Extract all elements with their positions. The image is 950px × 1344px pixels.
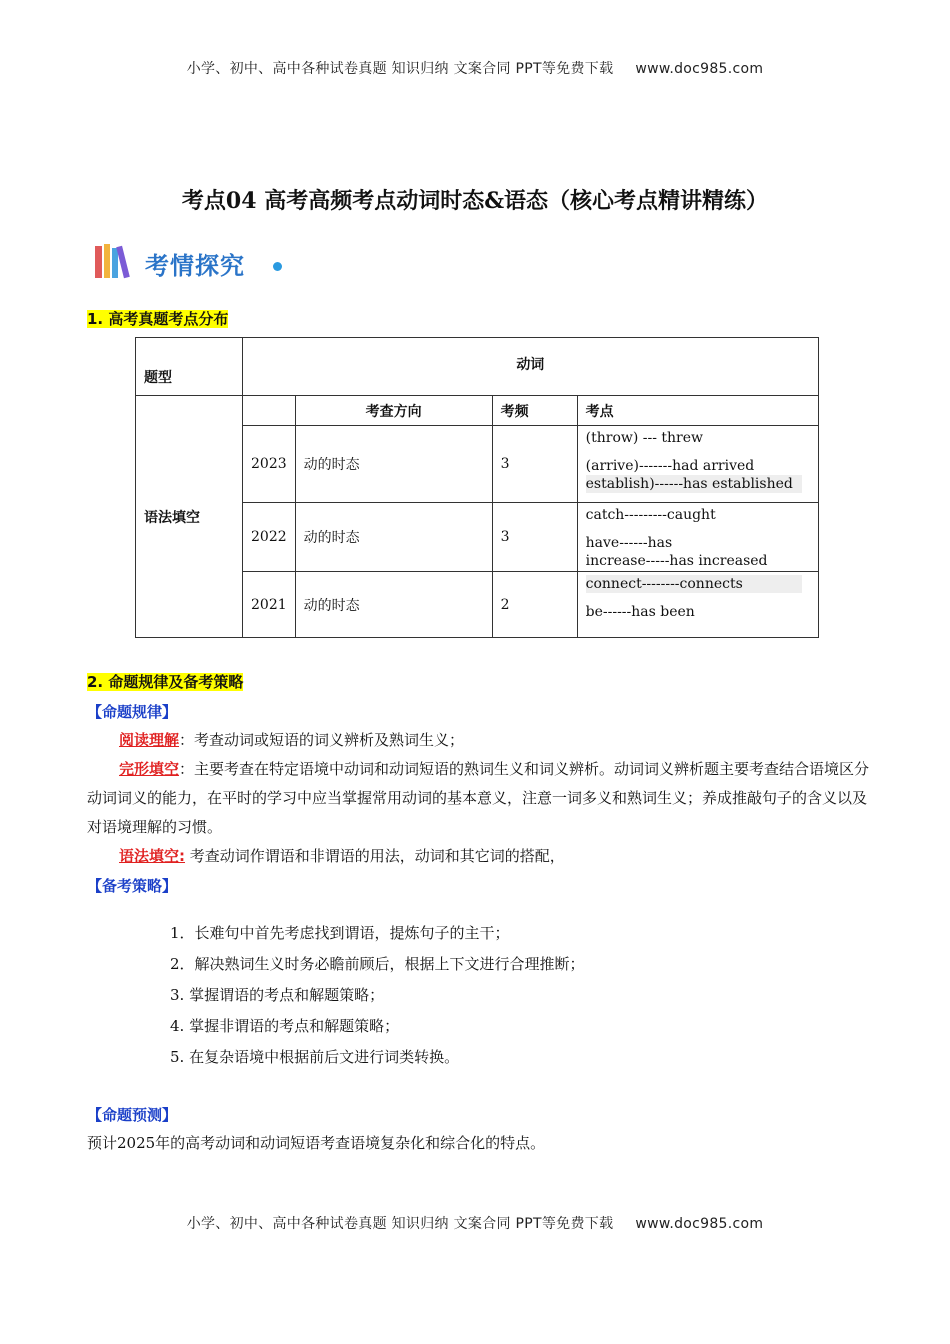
point-item: (arrive)-------had arrived bbox=[585, 458, 755, 474]
header-url[interactable]: www.doc985.com bbox=[635, 61, 764, 77]
strategy-heading: 【备考策略】 bbox=[87, 877, 178, 895]
strategy-list bbox=[170, 918, 585, 1073]
list-item: 2．解决熟词生义时务必瞻前顾后，根据上下文进行合理推断； bbox=[170, 955, 585, 973]
reading-text: ：考查动词或短语的词义辨析及熟词生义； bbox=[179, 731, 465, 749]
banner-label: 考情探究 bbox=[145, 252, 245, 280]
points-header: 考点 bbox=[577, 396, 818, 426]
list-item: 5. 在复杂语境中根据前后文进行词类转换。 bbox=[170, 1048, 460, 1066]
grammar-text: 考查动词作谓语和非谓语的用法，动词和其它词的搭配， bbox=[185, 847, 565, 865]
page-footer bbox=[0, 1213, 950, 1233]
point-item: increase-----has increased bbox=[585, 553, 768, 569]
cloze-text: ：主要考查在特定语境中动词和动词短语的熟词生义和词义辨析。动词词义辨析题主要考查结合语境区分动词词义的能力，在平时的学习中应当掌握常用动词的基本意义，注意一词多义和熟词生义；养成推敲句子的含义以及对语境理解的习惯。 bbox=[87, 760, 870, 836]
col-category-header: 动词 bbox=[243, 338, 819, 396]
direction-cell: 动的时态 bbox=[295, 572, 492, 638]
section1-heading: 1. 高考真题考点分布 bbox=[87, 310, 229, 328]
point-item: (throw) --- threw bbox=[585, 430, 704, 446]
cloze-paragraph bbox=[87, 755, 877, 842]
point-item: be------has been bbox=[585, 604, 695, 620]
grammar-paragraph bbox=[87, 842, 877, 871]
row-type-cell: 语法填空 bbox=[136, 396, 243, 638]
direction-cell: 动的时态 bbox=[295, 503, 492, 572]
list-item: 3. 掌握谓语的考点和解题策略； bbox=[170, 986, 385, 1004]
reading-paragraph bbox=[87, 726, 877, 755]
cloze-label: 完形填空 bbox=[119, 760, 180, 778]
list-item: 4. 掌握非谓语的考点和解题策略； bbox=[170, 1017, 400, 1035]
header-text: 小学、初中、高中各种试卷真题 知识归纳 文案合同 PPT等免费下载 bbox=[186, 61, 614, 77]
page-header bbox=[0, 58, 950, 78]
grammar-label: 语法填空: bbox=[119, 847, 185, 865]
section2-heading: 2. 命题规律及备考策略 bbox=[87, 673, 244, 691]
point-item: catch---------caught bbox=[585, 507, 716, 523]
points-cell bbox=[577, 426, 818, 503]
year-cell: 2023 bbox=[243, 426, 296, 503]
exam-distribution-table bbox=[135, 337, 819, 638]
year-cell: 2022 bbox=[243, 503, 296, 572]
rules-heading: 【命题规律】 bbox=[87, 703, 178, 721]
point-item: have------has bbox=[585, 535, 673, 551]
freq-header: 考频 bbox=[492, 396, 577, 426]
books-icon bbox=[93, 242, 133, 280]
freq-cell: 3 bbox=[492, 426, 577, 503]
point-item: connect--------connects bbox=[586, 575, 802, 593]
freq-cell: 2 bbox=[492, 572, 577, 638]
forecast-text: 预计2025年的高考动词和动词短语考查语境复杂化和综合化的特点。 bbox=[87, 1134, 546, 1152]
banner-dot bbox=[273, 262, 282, 271]
reading-label: 阅读理解 bbox=[119, 731, 180, 749]
blank-subheader bbox=[243, 396, 296, 426]
page-title: 考点04 高考高频考点动词时态&语态（核心考点精讲精练） bbox=[181, 188, 769, 214]
footer-text: 小学、初中、高中各种试卷真题 知识归纳 文案合同 PPT等免费下载 bbox=[186, 1216, 614, 1232]
points-cell bbox=[577, 572, 818, 638]
col-type-header: 题型 bbox=[136, 338, 243, 396]
points-cell bbox=[577, 503, 818, 572]
exam-banner bbox=[93, 240, 293, 282]
forecast-heading: 【命题预测】 bbox=[87, 1106, 178, 1124]
footer-url[interactable]: www.doc985.com bbox=[635, 1216, 764, 1232]
list-item: 1．长难句中首先考虑找到谓语，提炼句子的主干； bbox=[170, 924, 510, 942]
direction-cell: 动的时态 bbox=[295, 426, 492, 503]
point-item: establish)------has established bbox=[586, 475, 802, 493]
direction-header: 考查方向 bbox=[295, 396, 492, 426]
freq-cell: 3 bbox=[492, 503, 577, 572]
year-cell: 2021 bbox=[243, 572, 296, 638]
